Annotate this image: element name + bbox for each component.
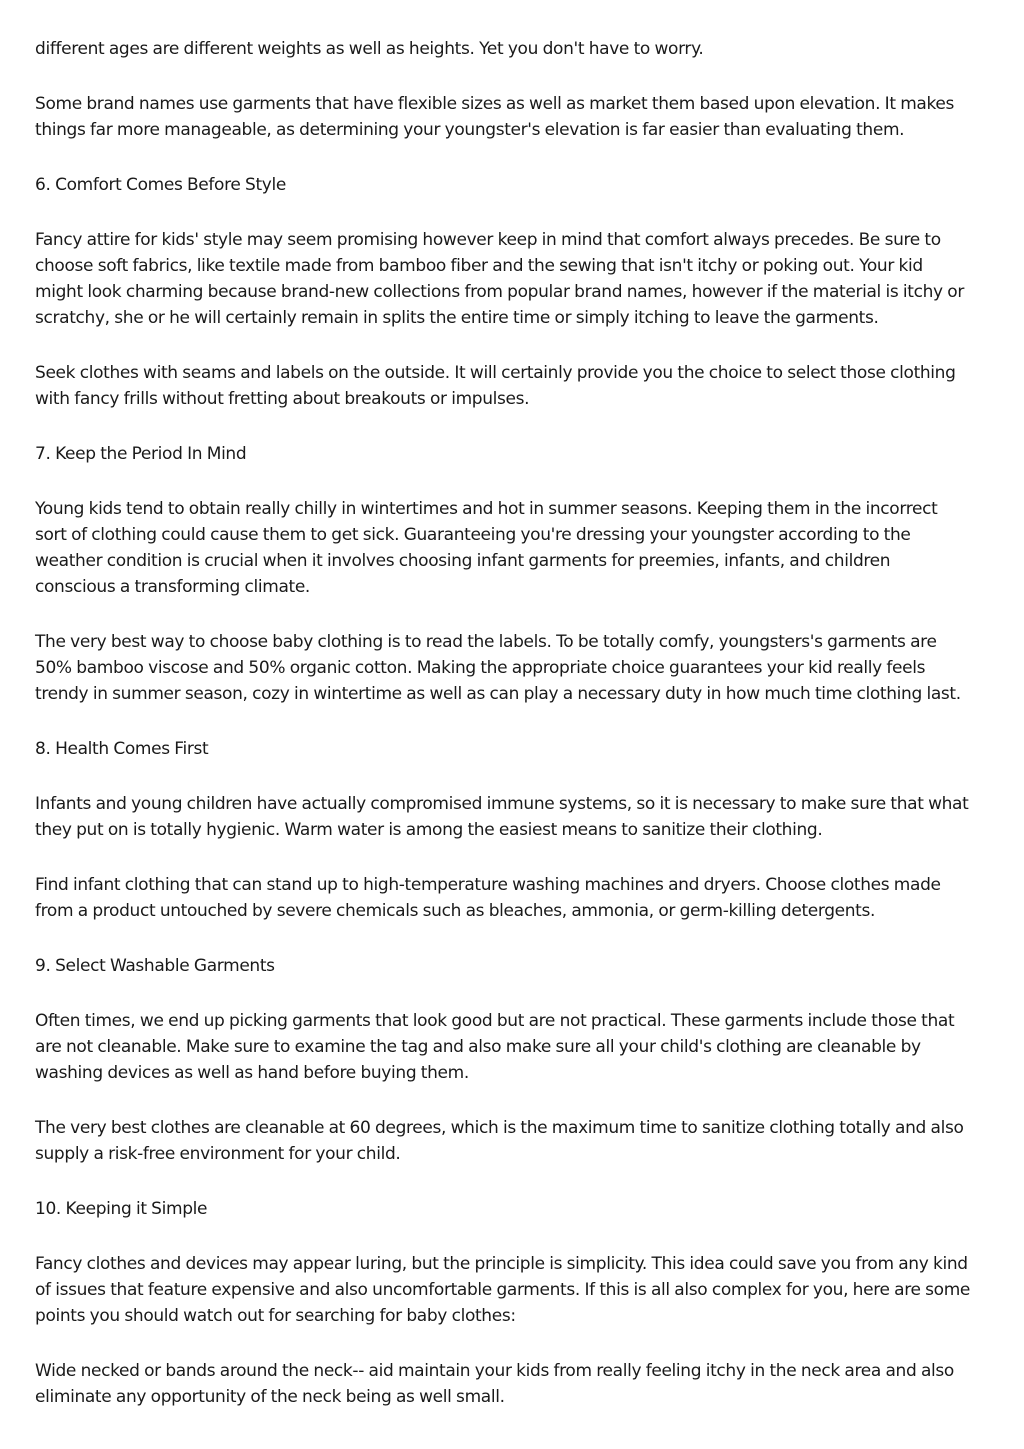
paragraph: Fancy clothes and devices may appear luring, but the principle is simplicity. This idea could save you from any kind of issues that feature expensive and also uncomfortable garments. If this is all also complex for you, here are some points you should watch out for searching for baby clothes: [35,1254,971,1326]
paragraph: Young kids tend to obtain really chilly in wintertimes and hot in summer seasons. Keeping them in the incorrect sort of clothing could cause them to get sick. Guaranteeing you're dressing your youngster according to the weather condition is crucial when it involves choosing infant garments for preemies, infants, and children conscious a transforming climate. [35,499,938,597]
paragraph: The very best clothes are cleanable at 60 degrees, which is the maximum time to sanitize clothing totally and also supply a risk-free environment for your child. [35,1118,964,1164]
paragraph: Often times, we end up picking garments that look good but are not practical. These garments include those that are not cleanable. Make sure to examine the tag and also make sure all your child's clothing are cleanable by washing devices as well as hand before buying them. [35,1011,955,1083]
paragraph: The very best way to choose baby clothing is to read the labels. To be totally comfy, youngsters's garments are 50% bamboo viscose and 50% organic cotton. Making the appropriate choice guarantees your kid really feels trendy in summer season, cozy in wintertime as well as can play a necessary duty in how much time clothing last. [35,632,961,704]
paragraph: Seek clothes with seams and labels on the outside. It will certainly provide you the choice to select those clothing with fancy frills without fretting about breakouts or impulses. [35,363,956,409]
section-heading: 9. Select Washable Garments [35,956,275,976]
section-heading: 7. Keep the Period In Mind [35,444,247,464]
section-heading: 10. Keeping it Simple [35,1199,208,1219]
section-heading: 6. Comfort Comes Before Style [35,175,286,195]
paragraph: Some brand names use garments that have flexible sizes as well as market them based upon elevation. It makes things far more manageable, as determining your youngster's elevation is far easier than evaluating them. [35,94,954,140]
section-heading: 8. Health Comes First [35,739,209,759]
paragraph: Find infant clothing that can stand up to high-temperature washing machines and dryers. Choose clothes made from a product untouched by severe chemicals such as bleaches, ammonia, or germ-killing detergents. [35,875,941,921]
paragraph: Wide necked or bands around the neck-- aid maintain your kids from really feeling itchy in the neck area and also eliminate any opportunity of the neck being as well small. [35,1361,954,1407]
paragraph: Infants and young children have actually compromised immune systems, so it is necessary to make sure that what they put on is totally hygienic. Warm water is among the easiest means to sanitize their clothing. [35,794,969,840]
document-body [35,36,995,1439]
paragraph: Fancy attire for kids' style may seem promising however keep in mind that comfort always precedes. Be sure to choose soft fabrics, like textile made from bamboo fiber and the sewing that isn't itchy or poking out. Your kid might look charming because brand-new collections from popular brand names, however if the material is itchy or scratchy, she or he will certainly remain in splits the entire time or simply itching to leave the garments. [35,230,964,328]
paragraph: different ages are different weights as well as heights. Yet you don't have to worry. [35,39,704,59]
